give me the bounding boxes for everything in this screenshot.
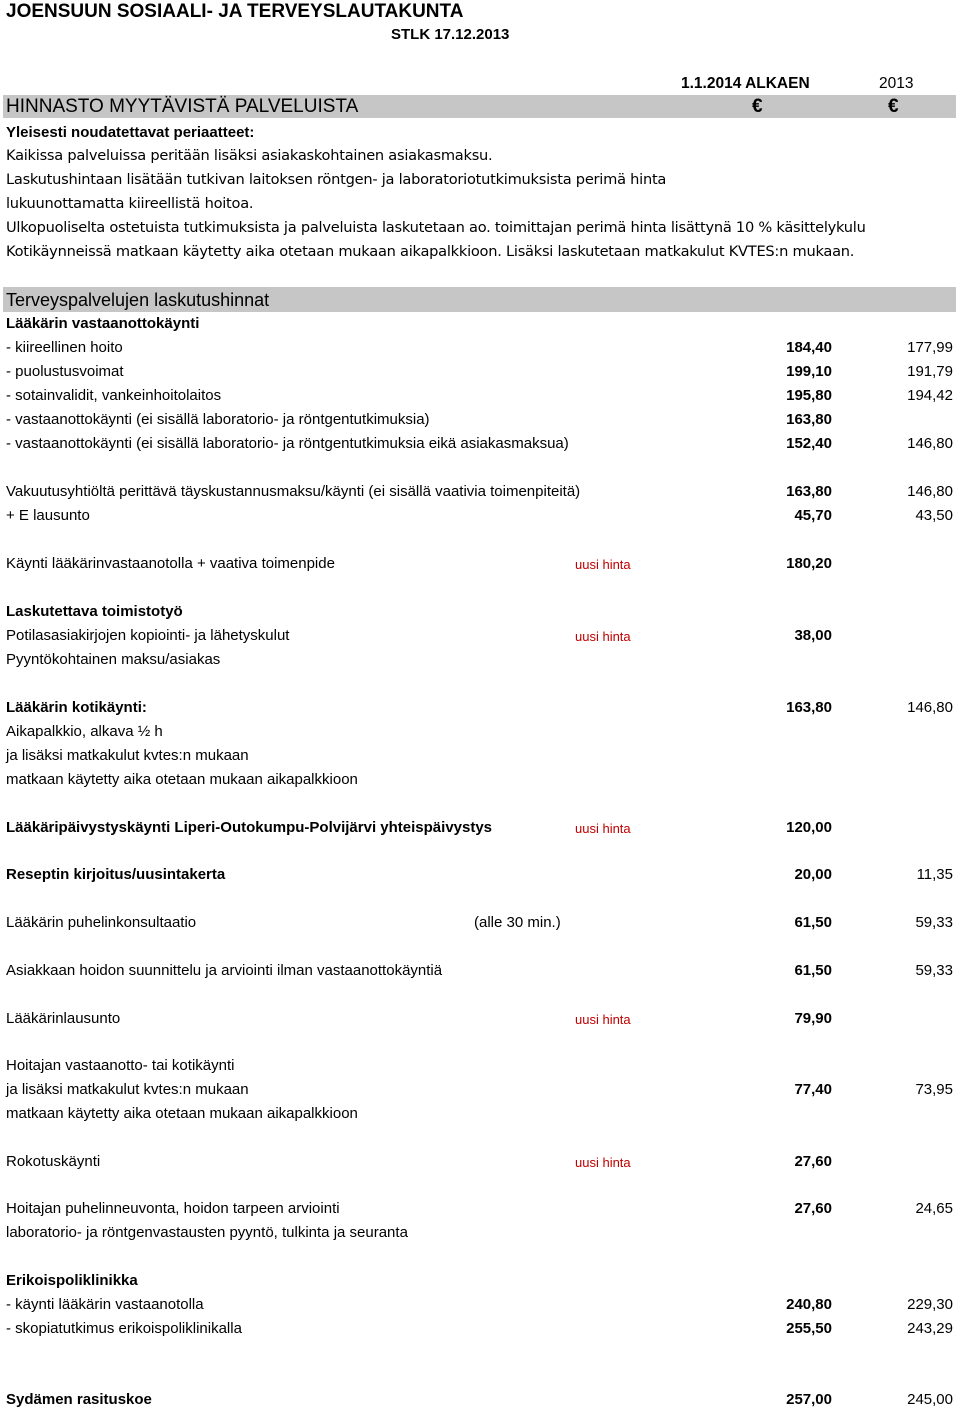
new-price-tag: uusi hinta xyxy=(575,1012,631,1027)
row-label: Käynti lääkärinvastaanotolla + vaativa toimenpide xyxy=(6,555,335,572)
price-2013: 73,95 xyxy=(915,1081,953,1098)
row-label: Erikoispoliklinikka xyxy=(6,1272,138,1289)
price-2013: 24,65 xyxy=(915,1200,953,1217)
price-2014: 38,00 xyxy=(794,627,832,644)
price-2013: 59,33 xyxy=(915,914,953,931)
price-2014: 184,40 xyxy=(786,339,832,356)
general-line: lukuunottamatta kiireellistä hoitoa. xyxy=(6,195,254,212)
column-heading-2013: 2013 xyxy=(879,75,914,92)
price-2013: 43,50 xyxy=(915,507,953,524)
new-price-tag: uusi hinta xyxy=(575,1155,631,1170)
general-heading: Yleisesti noudatettavat periaatteet: xyxy=(6,124,255,141)
price-2013: 146,80 xyxy=(907,699,953,716)
general-line: Ulkopuoliselta ostetuista tutkimuksista ja palveluista laskutetaan ao. toimittajan perimä hinta lisättynä 10 % käsittelykulu xyxy=(6,219,866,236)
euro-symbol-2014: € xyxy=(752,96,763,117)
price-2013: 146,80 xyxy=(907,483,953,500)
price-2014: 180,20 xyxy=(786,555,832,572)
price-2013: 194,42 xyxy=(907,387,953,404)
row-label: - kiireellinen hoito xyxy=(6,339,123,356)
row-label: - puolustusvoimat xyxy=(6,363,124,380)
new-price-tag: uusi hinta xyxy=(575,629,631,644)
price-2014: 255,50 xyxy=(786,1320,832,1337)
row-label: matkaan käytetty aika otetaan mukaan aikapalkkioon xyxy=(6,771,358,788)
health-section-title: Terveyspalvelujen laskutushinnat xyxy=(6,290,270,310)
row-label: Potilasasiakirjojen kopiointi- ja lähetyskulut xyxy=(6,627,290,644)
price-2013: 11,35 xyxy=(916,866,953,883)
price-2013: 59,33 xyxy=(915,962,953,979)
row-label: laboratorio- ja röntgenvastausten pyyntö, tulkinta ja seuranta xyxy=(6,1224,408,1241)
general-line: Laskutushintaan lisätään tutkivan laitoksen röntgen- ja laboratoriotutkimuksista perimä hinta xyxy=(6,171,667,188)
new-price-tag: uusi hinta xyxy=(575,557,631,572)
row-label: - vastaanottokäynti (ei sisällä laboratorio- ja röntgentutkimuksia eikä asiakasmaksua) xyxy=(6,435,569,452)
row-label: matkaan käytetty aika otetaan mukaan aikapalkkioon xyxy=(6,1105,358,1122)
row-label: - vastaanottokäynti (ei sisällä laboratorio- ja röntgentutkimuksia) xyxy=(6,411,430,428)
price-2014: 79,90 xyxy=(794,1010,832,1027)
row-label: - käynti lääkärin vastaanotolla xyxy=(6,1296,204,1313)
row-label: Lääkärin vastaanottokäynti xyxy=(6,315,200,332)
row-note: (alle 30 min.) xyxy=(474,914,561,931)
row-label: Pyyntökohtainen maksu/asiakas xyxy=(6,651,221,668)
price-2014: 163,80 xyxy=(786,483,832,500)
price-2013: 243,29 xyxy=(907,1320,953,1337)
row-label: Laskutettava toimistotyö xyxy=(6,603,183,620)
row-label: ja lisäksi matkakulut kvtes:n mukaan xyxy=(6,747,249,764)
price-2014: 77,40 xyxy=(794,1081,832,1098)
row-label: Hoitajan puhelinneuvonta, hoidon tarpeen arviointi xyxy=(6,1200,340,1217)
row-label: Hoitajan vastaanotto- tai kotikäynti xyxy=(6,1057,235,1074)
row-label: Vakuutusyhtiöltä perittävä täyskustannusmaksu/käynti (ei sisällä vaativia toimenpiteitä) xyxy=(6,483,581,500)
price-2014: 240,80 xyxy=(786,1296,832,1313)
price-2014: 120,00 xyxy=(786,819,832,836)
price-2014: 199,10 xyxy=(786,363,832,380)
euro-symbol-2013: € xyxy=(888,96,899,117)
row-label: Aikapalkkio, alkava ½ h xyxy=(6,723,163,740)
price-2013: 191,79 xyxy=(907,363,953,380)
price-2013: 229,30 xyxy=(907,1296,953,1313)
row-label: Reseptin kirjoitus/uusintakerta xyxy=(6,866,226,883)
price-2014: 152,40 xyxy=(786,435,832,452)
column-heading-2014: 1.1.2014 ALKAEN xyxy=(681,75,810,92)
general-line: Kaikissa palveluissa peritään lisäksi asiakaskohtainen asiakasmaksu. xyxy=(6,147,493,164)
new-price-tag: uusi hinta xyxy=(575,821,631,836)
price-2014: 195,80 xyxy=(786,387,832,404)
price-2014: 20,00 xyxy=(794,866,832,883)
price-2014: 27,60 xyxy=(794,1200,832,1217)
row-label: + E lausunto xyxy=(6,507,90,524)
price-2013: 146,80 xyxy=(907,435,953,452)
row-label: Rokotuskäynti xyxy=(6,1153,101,1170)
row-label: Lääkärin kotikäynti: xyxy=(6,699,147,716)
price-2014: 61,50 xyxy=(794,962,832,979)
price-2014: 163,80 xyxy=(786,699,832,716)
organization-title: JOENSUUN SOSIAALI- JA TERVEYSLAUTAKUNTA xyxy=(6,1,464,22)
general-line: Kotikäynneissä matkaan käytetty aika otetaan mukaan aikapalkkioon. Lisäksi laskutetaan matkakulut KVTES:n mukaan. xyxy=(6,243,855,260)
row-label: Lääkäripäivystyskäynti Liperi-Outokumpu-Polvijärvi yhteispäivystys xyxy=(6,819,493,836)
row-label: Asiakkaan hoidon suunnittelu ja arviointi ilman vastaanottokäyntiä xyxy=(6,962,443,979)
stlk-date: STLK 17.12.2013 xyxy=(391,26,510,43)
row-label: Lääkärin puhelinkonsultaatio xyxy=(6,914,197,931)
section-title: HINNASTO MYYTÄVISTÄ PALVELUISTA xyxy=(6,96,359,117)
price-2014: 163,80 xyxy=(786,411,832,428)
row-label: Lääkärinlausunto xyxy=(6,1010,121,1027)
price-2014: 257,00 xyxy=(786,1391,832,1408)
price-2013: 177,99 xyxy=(907,339,953,356)
price-2014: 61,50 xyxy=(794,914,832,931)
price-2014: 27,60 xyxy=(794,1153,832,1170)
price-2014: 45,70 xyxy=(794,507,832,524)
row-label: - skopiatutkimus erikoispoliklinikalla xyxy=(6,1320,242,1337)
price-2013: 245,00 xyxy=(907,1391,953,1408)
row-label: ja lisäksi matkakulut kvtes:n mukaan xyxy=(6,1081,249,1098)
row-label: - sotainvalidit, vankeinhoitolaitos xyxy=(6,387,222,404)
row-label: Sydämen rasituskoe xyxy=(6,1391,152,1408)
